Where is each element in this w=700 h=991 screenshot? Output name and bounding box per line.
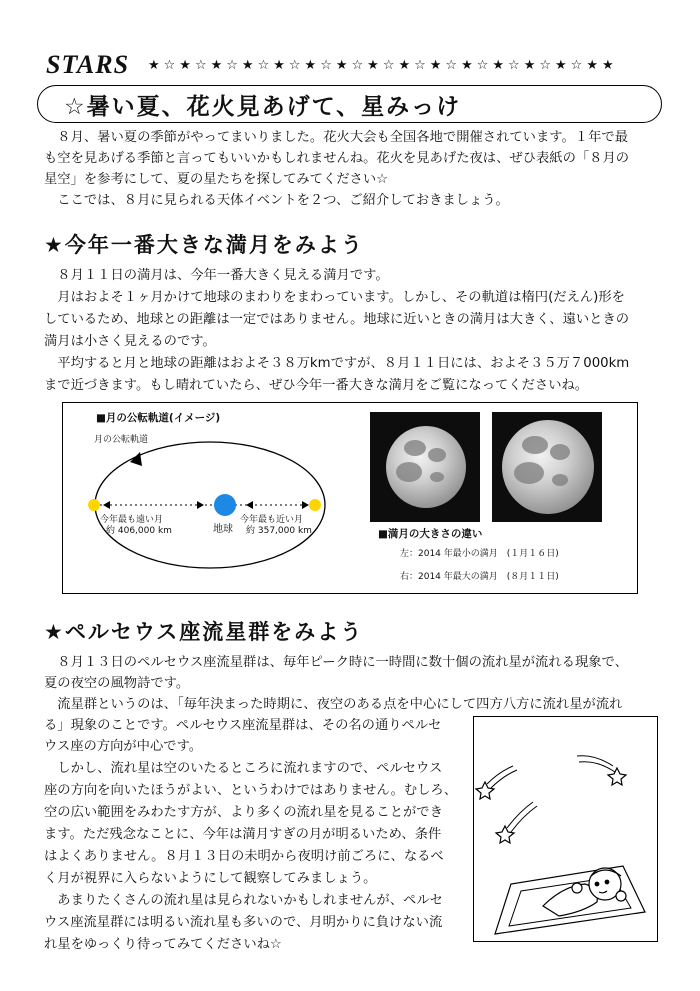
- body-line: ウス座流星群には明るい流れ星も多いので、月明かりに負けない流: [44, 915, 443, 930]
- far-moon-dot: [88, 499, 100, 511]
- body-line: 座の方向を向いたほうがよい、というわけではありません。むしろ、: [44, 783, 458, 798]
- section-heading-perseids: ★ペルセウス座流星群をみよう: [44, 620, 364, 644]
- body-line: はよくありません。８月１３日の未明から夜明け前ごろに、なるべ: [44, 849, 444, 864]
- body-line: あまりたくさんの流れ星は見られないかもしれませんが、ペルセ: [44, 893, 443, 908]
- moon-right-note: 右：2014 年最大の満月 (８月１１日): [400, 572, 559, 582]
- brand-title: STARS: [46, 50, 130, 79]
- far-moon-label: 今年最も遠い月: [100, 515, 164, 525]
- body-line: ８月１１日の満月は、今年一番大きく見える満月です。: [44, 268, 389, 283]
- page-title: ☆暑い夏、花火見あげて、星みっけ: [64, 94, 462, 120]
- moon-photo-small: [370, 412, 480, 522]
- body-line: 平均すると月と地球の距離はおよそ３８万kmですが、８月１１日には、およそ３５万７000km: [44, 356, 630, 371]
- body-line: まで近づきます。もし晴れていたら、ぜひ今年一番大きな満月をご覧になってくださいね。: [44, 378, 589, 393]
- near-moon-distance: 約 357,000 km: [246, 526, 312, 536]
- arrowhead-mid-right: [246, 501, 253, 509]
- moon-photo-large: [492, 412, 602, 522]
- body-line: 夏の夜空の風物詩です。: [44, 676, 190, 691]
- body-line: ます。ただ残念なことに、今年は満月すぎの月が明るいため、条件: [44, 827, 442, 842]
- meteor-watching-illustration: [473, 716, 658, 942]
- body-line: ８月１３日のペルセウス座流星群は、毎年ピーク時に一時間に数十個の流れ星が流れる現象で、: [44, 655, 628, 670]
- arrowhead-right: [302, 501, 309, 509]
- intro-line: も空を見あげる季節と言ってもいいかもしれませんね。花火を見あげた夜は、ぜひ表紙の「８月の: [44, 151, 630, 166]
- body-line: く月が視界に入らないようにして観察してみましょう。: [44, 871, 377, 886]
- section-heading-fullmoon: ★今年一番大きな満月をみよう: [44, 233, 364, 257]
- star-decoration-row: ★☆★☆★☆★☆★☆★☆★☆★☆★☆★☆★☆★☆★☆★☆★★: [148, 58, 618, 73]
- earth-dot: [214, 494, 236, 516]
- arrowhead-left: [103, 501, 110, 509]
- intro-line: ８月、暑い夏の季節がやってまいりました。花火大会も全国各地で開催されています。１年で最: [44, 130, 628, 145]
- moon-left-note: 左：2014 年最小の満月 (１月１６日): [400, 549, 559, 559]
- far-moon-distance: 約 406,000 km: [106, 526, 172, 536]
- moon-size-caption: ■満月の大きさの違い: [378, 528, 483, 540]
- body-line: しているため、地球との距離は一定ではありません。地球に近いときの満月は大きく、遠いときの: [44, 312, 630, 327]
- body-line: 月はおよそ１ヶ月かけて地球のまわりをまわっています。しかし、その軌道は楕円(だえん)形を: [44, 290, 625, 305]
- arrowhead-mid-left: [197, 501, 204, 509]
- body-line: 満月は小さく見えるのです。: [44, 334, 216, 349]
- intro-line: ここでは、８月に見られる天体イベントを２つ、ご紹介しておきましょう。: [44, 193, 509, 208]
- near-moon-label: 今年最も近い月: [240, 515, 304, 525]
- body-line: 流星群というのは、「毎年決まった時期に、夜空のある点を中心にして四方八方に流れ星が流れ: [44, 697, 623, 712]
- body-line: しかし、流れ星は空のいたるところに流れますので、ペルセウス: [44, 761, 443, 776]
- orbit-label: 月の公転軌道: [94, 435, 149, 445]
- near-moon-dot: [309, 499, 321, 511]
- body-line: ウス座の方向が中心です。: [44, 739, 203, 754]
- body-line: る」現象のことです。ペルセウス座流星群は、その名の通りペルセ: [44, 718, 442, 733]
- orbit-caption: ■月の公転軌道(イメージ): [96, 412, 221, 424]
- body-line: 空の広い範囲をみわたす方が、より多くの流れ星を見ることができ: [44, 805, 443, 820]
- body-line: れ星をゆっくり待ってみてくださいね☆: [44, 937, 282, 952]
- earth-label: 地球: [213, 524, 233, 535]
- intro-line: 星空」を参考にして、夏の星たちを探してみてください☆: [44, 172, 389, 187]
